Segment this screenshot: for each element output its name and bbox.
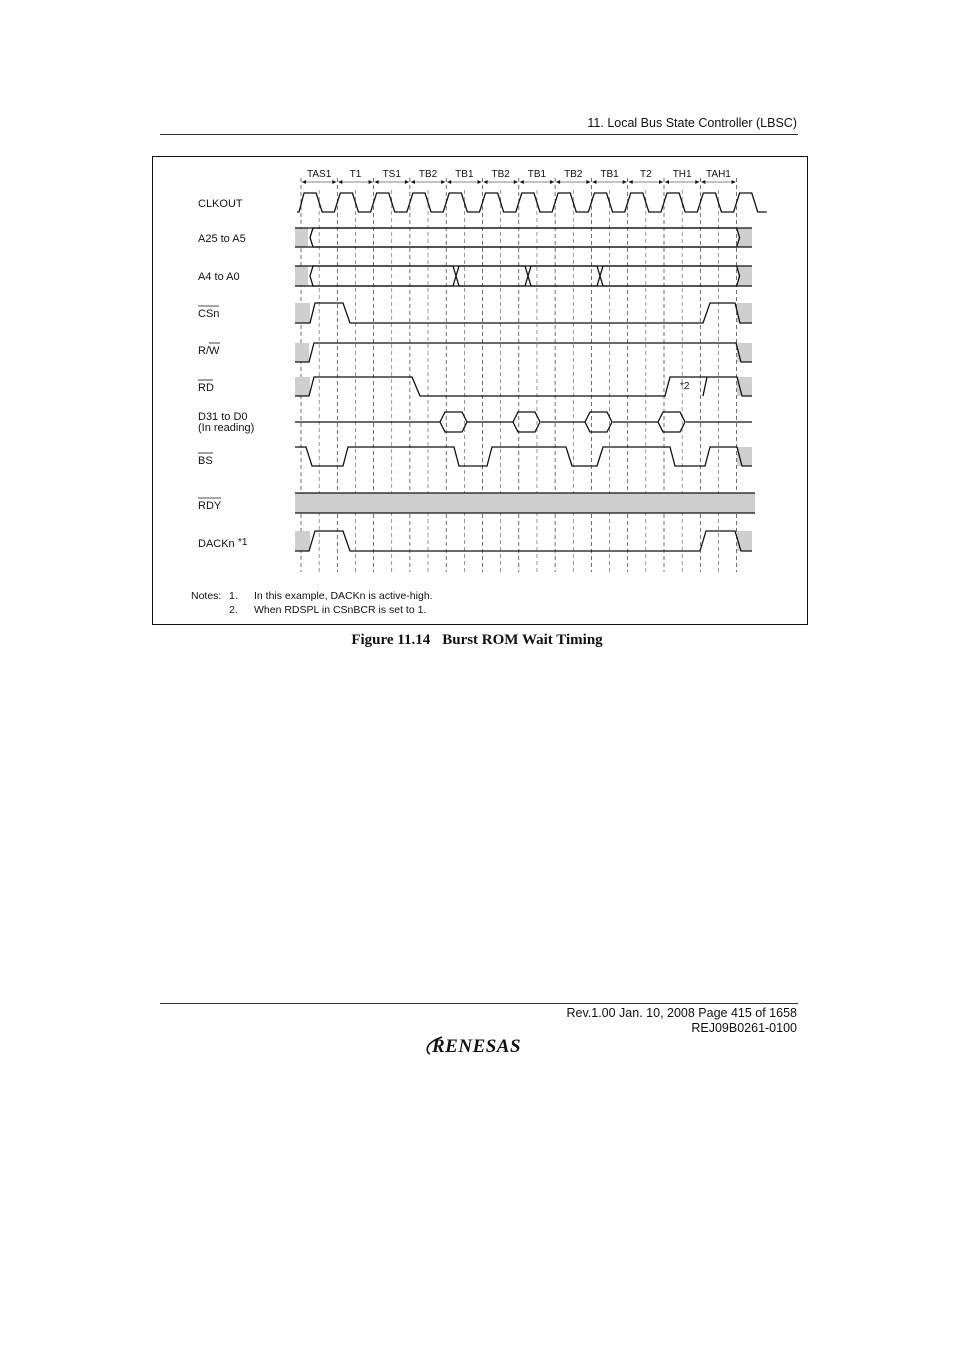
state-label: TH1 — [672, 169, 692, 180]
state-arrow — [441, 180, 445, 184]
dackn-wave — [295, 531, 752, 551]
state-arrow — [550, 180, 554, 184]
state-arrow — [520, 180, 524, 184]
state-label: TB1 — [527, 169, 547, 180]
signal-dackn: DACKn — [198, 538, 235, 550]
dackn-invalid-end — [737, 531, 752, 551]
a4-a0-bus-segment — [310, 266, 456, 286]
signal-d31-d0-sub: (In reading) — [198, 422, 255, 434]
rdy-dont-care — [295, 493, 755, 513]
state-arrow — [338, 180, 342, 184]
state-arrow — [478, 180, 482, 184]
state-label: TAS1 — [307, 169, 332, 180]
signal-d31-d0: D31 to D0 — [198, 411, 248, 423]
state-arrow — [369, 180, 373, 184]
note-1-number: 1. — [229, 590, 238, 602]
a25-a5-bus-frame — [295, 228, 752, 247]
clkout-wave — [297, 193, 767, 212]
data-valid — [513, 412, 540, 432]
footer-revision: Rev.1.00 Jan. 10, 2008 Page 415 of 1658 — [566, 1006, 797, 1020]
state-arrow — [701, 180, 705, 184]
signal-rdy: RDY — [198, 500, 222, 512]
data-valid — [658, 412, 685, 432]
signal-rw-w: W — [209, 345, 220, 357]
rw-invalid-start — [295, 343, 309, 362]
state-arrow — [665, 180, 669, 184]
state-arrow — [695, 180, 699, 184]
state-arrow — [556, 180, 560, 184]
bs-wave — [295, 447, 752, 466]
note-1-text: In this example, DACKn is active-high. — [254, 590, 433, 602]
state-arrow — [447, 180, 451, 184]
a25-a5-bus-invalid-start — [295, 228, 308, 247]
state-arrow — [332, 180, 336, 184]
figure-title: Burst ROM Wait Timing — [442, 632, 603, 648]
state-label: TS1 — [382, 169, 401, 180]
signal-clkout: CLKOUT — [198, 198, 243, 210]
state-arrow — [629, 180, 633, 184]
footer-doc-id: REJ09B0261-0100 — [691, 1021, 797, 1035]
signal-csn: CSn — [198, 308, 220, 320]
note-2-number: 2. — [229, 604, 238, 616]
signal-rw — [198, 345, 220, 357]
a25-a5-bus-segment — [310, 228, 740, 247]
rd-invalid-start — [295, 377, 310, 396]
state-label: TB1 — [600, 169, 619, 180]
timing-diagram — [0, 0, 954, 640]
state-arrow — [514, 180, 518, 184]
a4-a0-bus-segment — [456, 266, 528, 286]
state-arrow — [592, 180, 596, 184]
state-arrow — [302, 180, 306, 184]
a4-a0-bus-frame — [295, 266, 752, 286]
state-arrow — [484, 180, 488, 184]
signal-rd: RD — [198, 382, 214, 394]
signal-a4-a0: A4 to A0 — [198, 271, 240, 283]
rd-note-ref: *2 — [680, 381, 690, 392]
notes-label: Notes: — [191, 590, 222, 602]
state-arrow — [405, 180, 409, 184]
figure-number: Figure 11.14 — [351, 632, 431, 648]
rw-invalid-end — [737, 343, 752, 362]
state-arrow — [375, 180, 379, 184]
figure-caption — [0, 632, 954, 649]
state-arrow — [411, 180, 415, 184]
rw-wave — [295, 343, 752, 362]
csn-wave — [295, 303, 752, 323]
state-label: T1 — [349, 169, 362, 180]
state-label: TB2 — [491, 169, 510, 180]
state-arrow — [732, 180, 736, 184]
signal-bs: BS — [198, 455, 213, 467]
state-arrow — [659, 180, 663, 184]
signal-a25-a5: A25 to A5 — [198, 233, 246, 245]
a4-a0-bus-segment — [528, 266, 600, 286]
state-arrow — [586, 180, 590, 184]
state-label: TB2 — [564, 169, 583, 180]
state-label: TB2 — [418, 169, 438, 180]
data-valid — [585, 412, 612, 432]
csn-invalid-start — [295, 303, 310, 323]
renesas-logo — [424, 1030, 542, 1058]
state-label: T2 — [640, 169, 652, 180]
state-label: TAH1 — [706, 169, 731, 180]
data-valid — [440, 412, 467, 432]
waveforms — [295, 193, 767, 551]
state-label: TB1 — [455, 169, 474, 180]
signal-rw-r: R/ — [198, 345, 209, 357]
footer-rule — [160, 1003, 798, 1004]
a4-a0-bus-invalid-start — [295, 266, 308, 286]
dackn-invalid-start — [295, 531, 310, 551]
note-2-text: When RDSPL in CSnBCR is set to 1. — [254, 604, 427, 616]
dackn-note-ref: *1 — [238, 537, 248, 548]
state-arrow — [623, 180, 627, 184]
svg-text:RENESAS: RENESAS — [432, 1036, 522, 1057]
running-header: 11. Local Bus State Controller (LBSC) — [587, 116, 797, 130]
